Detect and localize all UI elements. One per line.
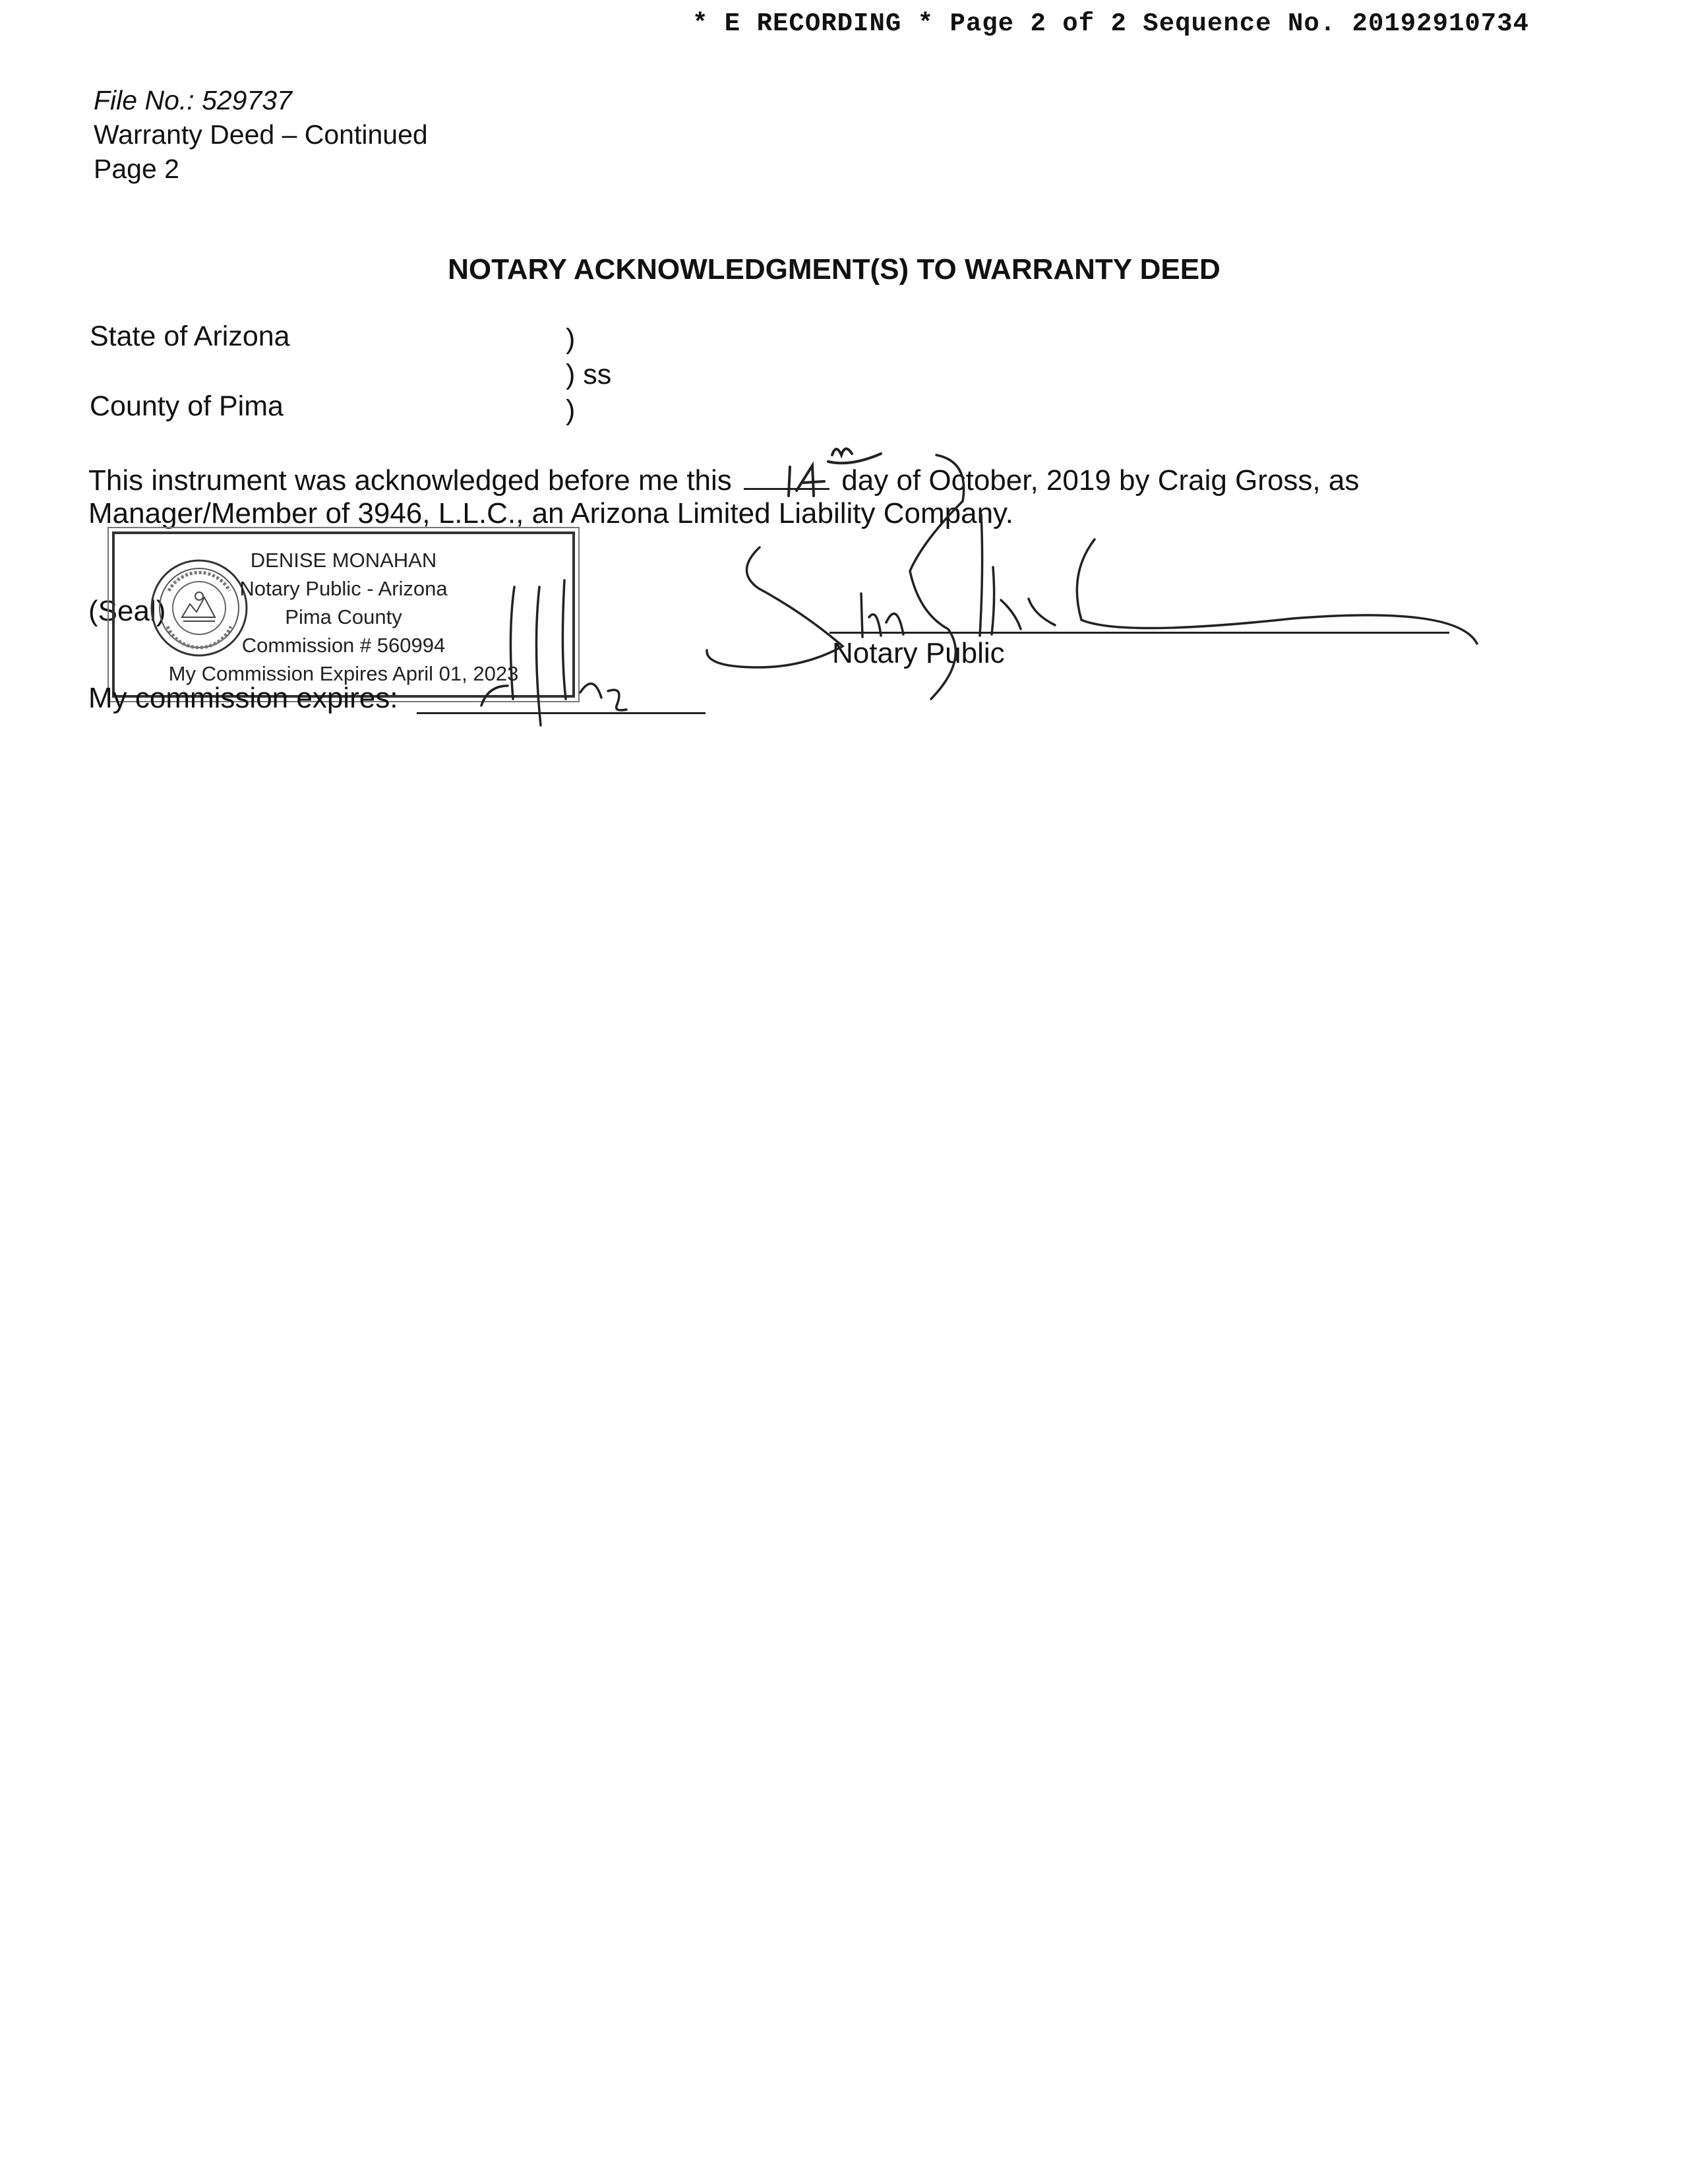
seal-label: (Seal) (88, 595, 166, 627)
file-number-value: 529737 (202, 85, 292, 115)
stamp-county: Pima County (285, 605, 402, 628)
signature-line (829, 632, 1449, 634)
day-blank-line (744, 462, 829, 490)
stamp-commission: Commission # 560994 (241, 634, 446, 657)
venue-paren-bottom: ) (566, 394, 576, 426)
notary-stamp (112, 531, 575, 698)
stamp-text (115, 546, 572, 688)
notary-public-label: Notary Public (832, 637, 1005, 669)
commission-expires-line (417, 712, 706, 714)
acknowledgment-line-1 (88, 462, 1359, 497)
page-number: Page 2 (94, 154, 179, 184)
stamp-notary-name: DENISE MONAHAN (250, 549, 437, 572)
commission-expires-label: My commission expires: (88, 682, 398, 714)
recording-header: * E RECORDING * Page 2 of 2 Sequence No. 20192910734 (692, 9, 1529, 38)
page-title: NOTARY ACKNOWLEDGMENT(S) TO WARRANTY DEED (448, 253, 1221, 286)
file-block (94, 83, 428, 186)
stamp-expires: My Commission Expires April 01, 2023 (168, 662, 519, 685)
acknowledgment-line-2: Manager/Member of 3946, L.L.C., an Arizona Limited Liability Company. (88, 497, 1014, 530)
file-number-label: File No.: (94, 85, 195, 115)
stamp-notary-title: Notary Public - Arizona (239, 577, 448, 600)
venue-paren-top: ) (566, 323, 576, 355)
document-continued: Warranty Deed – Continued (94, 119, 428, 150)
venue-county: County of Pima (90, 390, 284, 422)
acknowledgment-before-day: This instrument was acknowledged before me this (88, 464, 732, 497)
file-number-row (94, 83, 428, 117)
venue-state: State of Arizona (90, 320, 290, 352)
venue-paren-ss: ) ss (566, 359, 612, 390)
acknowledgment-after-day: day of October, 2019 by Craig Gross, as (841, 464, 1360, 497)
